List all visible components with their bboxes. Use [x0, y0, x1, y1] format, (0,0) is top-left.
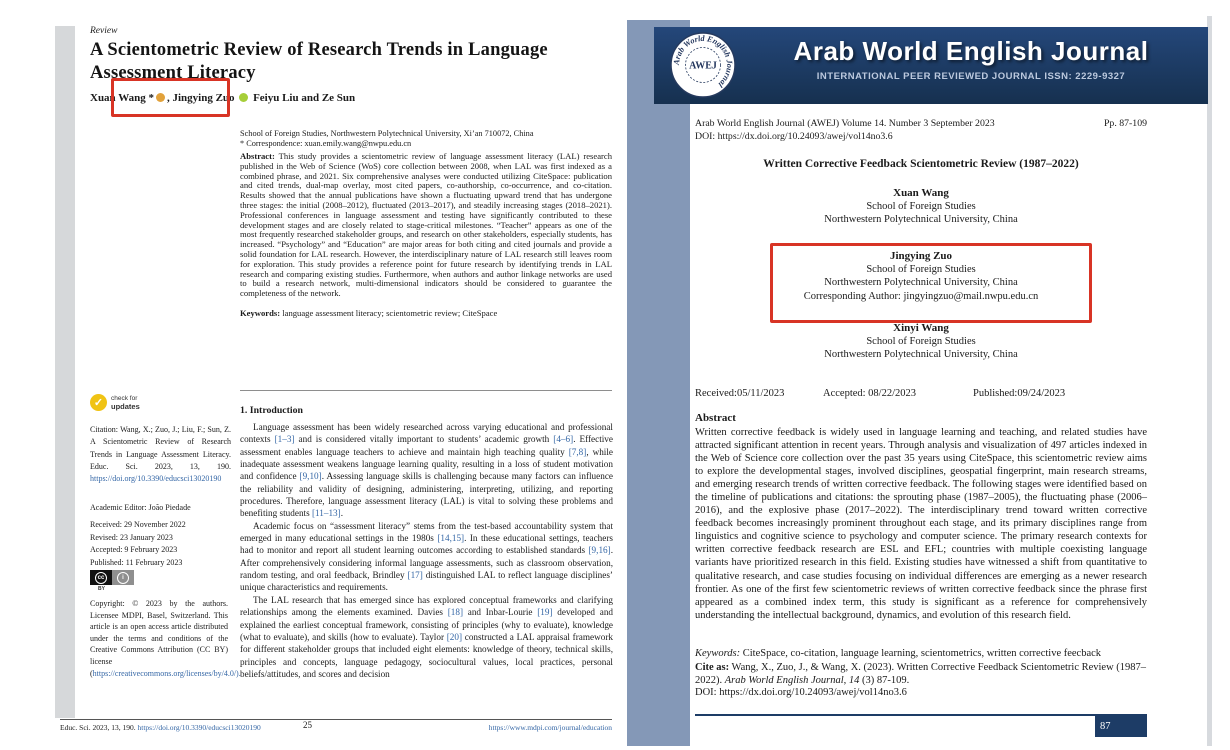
cite-text: Wang, X., Zuo, J., & Wang, X. (2023). Written Corrective Feedback Scientometric Review (1987–2022). [695, 662, 1147, 686]
author-block [695, 322, 1147, 362]
doi-line-bottom[interactable]: DOI: https://dx.doi.org/10.24093/awej/vol14no3.6 [695, 687, 907, 698]
right-page-awej-article [625, 0, 1215, 750]
abstract-text: Written corrective feedback is widely used in language learning and teaching, and related studies have attracted significant attention in recent years. Through analysis and visualization of 497 articles indexed in the Web of Science core collection over the past 35 years using CiteSpace, this scientometric review aims to explore the developmental stages, involved disciplines, geospatial fingerprint, main research streams, and emerging research trends of written corrective feedback. The following stages were identified based on the timeline of publications and citations: the sprouting phase (1987–2005), the fluctuating phase (2006–2016), and the explosive phase (2017–2022). The interdisciplinary trend toward written corrective feedback becomes increasingly prominent throughout each stage, and its primary disciplines range from linguistics and cognitive science to psychology and computer science. The primary research contexts for written corrective feedback research are ESL and EFL; countries with multiple coexisting language variants have prioritized research in this field. Existing studies have witnessed a shift from quantitative to qualitative research, and case studies focusing on individual differences are emerging as a newer research frontier. As one of the first few scientometric reviews of written corrective feedback since the phrase first appeared as a combined index term, this study is significant as a reference for comprehensively understanding the intellectual background, dynamics, and evolution of this research field. [695, 427, 1147, 621]
svg-text:Arab World English Journal: Arab World English Journal [671, 33, 735, 90]
journal-subtitle: INTERNATIONAL PEER REVIEWED JOURNAL ISSN: 2229-9327 [816, 71, 1126, 82]
page-range: Pp. 87-109 [1103, 118, 1147, 129]
check-for-updates-badge[interactable] [90, 394, 140, 411]
keywords-text: CiteSpace, co-citation, language learning, scientometrics, written corrective feecback [740, 648, 1102, 659]
abstract-label: Abstract: [240, 151, 275, 161]
paragraph: Language assessment has been widely researched across varying educational and professional contexts [1–3] and is considered vitally important to students’ academic growth [4–6]. Effective assessment enables language teachers to achieve and maintain high teaching quality [7,8], while inadequate assessment weakens language learning quality, resulting in a loss of student motivation and confidence [9,10]. Assessing language skills is challenging because many factors can influence the reliability and validity of designing, administering, interpreting, utilizing, and reporting procedures. Therefore, language assessment literacy (LAL) is vital to solving these problems and benefiting students [11–13]. [240, 422, 613, 519]
paragraph: The LAL research that has emerged since has explored conceptual frameworks and clarifying relationships among the elements examined. Davies [18] and Inbar-Lourie [19] developed and explained the earliest conceptual framework, consisting of principles (why to evaluate), knowledge (what to evaluate), and skills (how to evaluate). Taylor [20] constructed a LAL appraisal framework for different stakeholder groups that included eight elements: knowledge of theory, technical skills, principles and concepts, language pedagogy, sociocultural values, local practices, personal beliefs/attitudes, and scores and decision [240, 594, 614, 679]
author-xuan-wang: Xuan Wang * [90, 92, 154, 104]
abstract-heading: Abstract [695, 412, 736, 424]
author-block [695, 187, 1147, 227]
abstract-text: This study provides a scientometric review of language assessment literacy (LAL) research published in the Web of Science (WoS) core collection between 2008, when LAL was first indexed as a combined phrase, and 2021. Six comprehensive analyses were conducted utilizing CiteSpace: publication and cited trends, dual-map overlay, most cited papers, co-authorship, co-occurrence, and co-citation. Results showed that the annual publications have shown a fluctuating upward trend that has undergone three stages: the initial (2008–2012), fluctuated (2013–2017), and steadily increasing stages (2018–2021). Professional conferences in language assessment and testing have significantly contributed to these development stages and are closely related to stage-critical milestones. “Teacher” appears as one of the most frequently researched stakeholder groups, and research on other stakeholders, especially students, has increased. “Psychology” and “Education” are major areas for both citing and cited journals and provide a solid foundation for LAL research. However, the interdisciplinary nature of LAL research still leaves room for exploration. This study provides a reference point for future research by identifying trends in LAL research and comparing existing studies. Furthermore, when authors and author linkage networks are used to build a research network, multi-dimensional indicators should be considered to guarantee the completeness of the network. [240, 151, 612, 299]
author-jingying-zuo: , Jingying Zuo [167, 92, 235, 104]
author-affiliation: Northwestern Polytechnical University, China [824, 349, 1018, 361]
cc-icon: cc [90, 570, 112, 585]
author-affiliation: School of Foreign Studies [866, 264, 976, 276]
author-others: Feiyu Liu and Ze Sun [253, 92, 356, 104]
awej-seal-logo [670, 32, 736, 98]
issue-header [695, 118, 1147, 129]
author-affiliation: Northwestern Polytechnical University, China [824, 214, 1018, 226]
cc-by-license-badge[interactable] [90, 570, 134, 592]
accepted-date: Accepted: 08/22/2023 [823, 388, 917, 399]
footer-journal-ref[interactable]: Educ. Sci. 2023, 13, 190. https://doi.org/10.3390/educsci13020190 [60, 723, 261, 732]
footer-journal-url[interactable]: https://www.mdpi.com/journal/education [488, 723, 612, 732]
issue-info: Arab World English Journal (AWEJ) Volume 14. Number 3 September 2023 [695, 118, 995, 129]
journal-title: Arab World English Journal [793, 36, 1149, 66]
author-name: Jingying Zuo [889, 250, 953, 262]
check-icon: ✓ [90, 394, 107, 411]
author-name: Xinyi Wang [893, 322, 949, 334]
article-title: A Scientometric Review of Research Trends in Language Assessment Literacy [90, 40, 548, 83]
page-margin-strip [627, 20, 690, 746]
author-affiliation: School of Foreign Studies [866, 336, 976, 348]
keywords-label: Keywords: [695, 648, 741, 659]
correspondence[interactable]: * Correspondence: xuan.emily.wang@nwpu.edu.cn [240, 139, 412, 148]
affiliation: School of Foreign Studies, Northwestern Polytechnical University, Xi’an 710072, China [240, 129, 534, 138]
keywords-label: Keywords: [240, 308, 281, 318]
check-badge-label: check for updates [111, 395, 140, 411]
keywords-line [695, 648, 1147, 659]
left-page-mdpi-article [55, 0, 615, 750]
cite-pages: (3) 87-109. [859, 675, 910, 686]
author-name: Xuan Wang [893, 187, 949, 199]
cite-as-block [695, 661, 1147, 687]
article-title: Written Corrective Feedback Scientometric Review (1987–2022) [763, 158, 1079, 170]
revised-date: Revised: 23 January 2023 [90, 532, 173, 542]
journal-banner [654, 27, 1208, 104]
page-number-box: 87 [1095, 716, 1147, 737]
abstract [240, 152, 612, 299]
orcid-icon[interactable] [239, 93, 248, 102]
banner-text [742, 36, 1200, 82]
corresponding-author-email[interactable]: Corresponding Author: jingyingzuo@mail.nwpu.edu.cn [803, 290, 1039, 302]
academic-editor: Academic Editor: João Piedade [90, 503, 191, 512]
citation-block: Citation: Wang, X.; Zuo, J.; Liu, F.; Sun, Z. A Scientometric Review of Research Trends in Language Assessment Literacy. Educ. Sci. 2023, 13, 190. https://doi.org/10.3390/educsci13020190 [90, 425, 231, 484]
keywords-line [240, 308, 612, 318]
received-date: Received: 29 November 2022 [90, 520, 186, 529]
article-type-label: Review [90, 26, 118, 36]
affiliation-block [240, 129, 612, 149]
introduction-body [240, 421, 613, 680]
annotation-highlight-box-author [111, 78, 230, 117]
section-divider [240, 390, 612, 391]
introduction-heading: 1. Introduction [240, 405, 303, 416]
svg-text:AWEJ: AWEJ [689, 60, 717, 72]
received-date: Received:05/11/2023 [695, 388, 785, 399]
author-affiliation: Northwestern Polytechnical University, China [824, 277, 1018, 289]
attribution-person-icon: i [112, 570, 134, 585]
doi-line[interactable]: DOI: https://dx.doi.org/10.24093/awej/vol14no3.6 [695, 131, 893, 142]
footer-rule [60, 719, 612, 720]
accepted-date: Accepted: 9 February 2023 [90, 545, 178, 554]
published-date: Published: 11 February 2023 [90, 557, 183, 567]
author-affiliation: School of Foreign Studies [866, 201, 976, 213]
cite-as-label: Cite as: [695, 662, 730, 673]
cc-by-label: BY [98, 586, 105, 592]
published-date: Published:09/24/2023 [973, 388, 1066, 399]
keywords-text: language assessment literacy; scientometric review; CiteSpace [282, 308, 498, 318]
article-history [90, 519, 231, 569]
page-number: 25 [303, 720, 312, 730]
page-edge-line [1207, 16, 1212, 746]
paragraph: Academic focus on “assessment literacy” stems from the test-based accountability system that emerged in many educational settings in the 1980s [14,15]. In these educational settings, teachers had to monitor and report all student learning outcomes according to established standards [9,16]. After comprehensively considering informal language assessments, such as classroom observation, random testing, and oral feedback, Brindley [17] distinguished LAL to reflect language disciplines’ unique characteristics and requirements. [240, 520, 613, 593]
footer-rule [695, 714, 1147, 716]
annotation-highlight-box-corresponding-author [770, 243, 1092, 323]
page-edge-strip [55, 26, 75, 718]
cite-journal-italic: Arab World English Journal, 14 [724, 675, 860, 686]
copyright-notice: Copyright: © 2023 by the authors. Licensee MDPI, Basel, Switzerland. This article is an open access article distributed under the terms and conditions of the Creative Commons Attribution (CC BY) license (https://creativecommons.org/licenses/by/4.0/). [90, 599, 241, 678]
